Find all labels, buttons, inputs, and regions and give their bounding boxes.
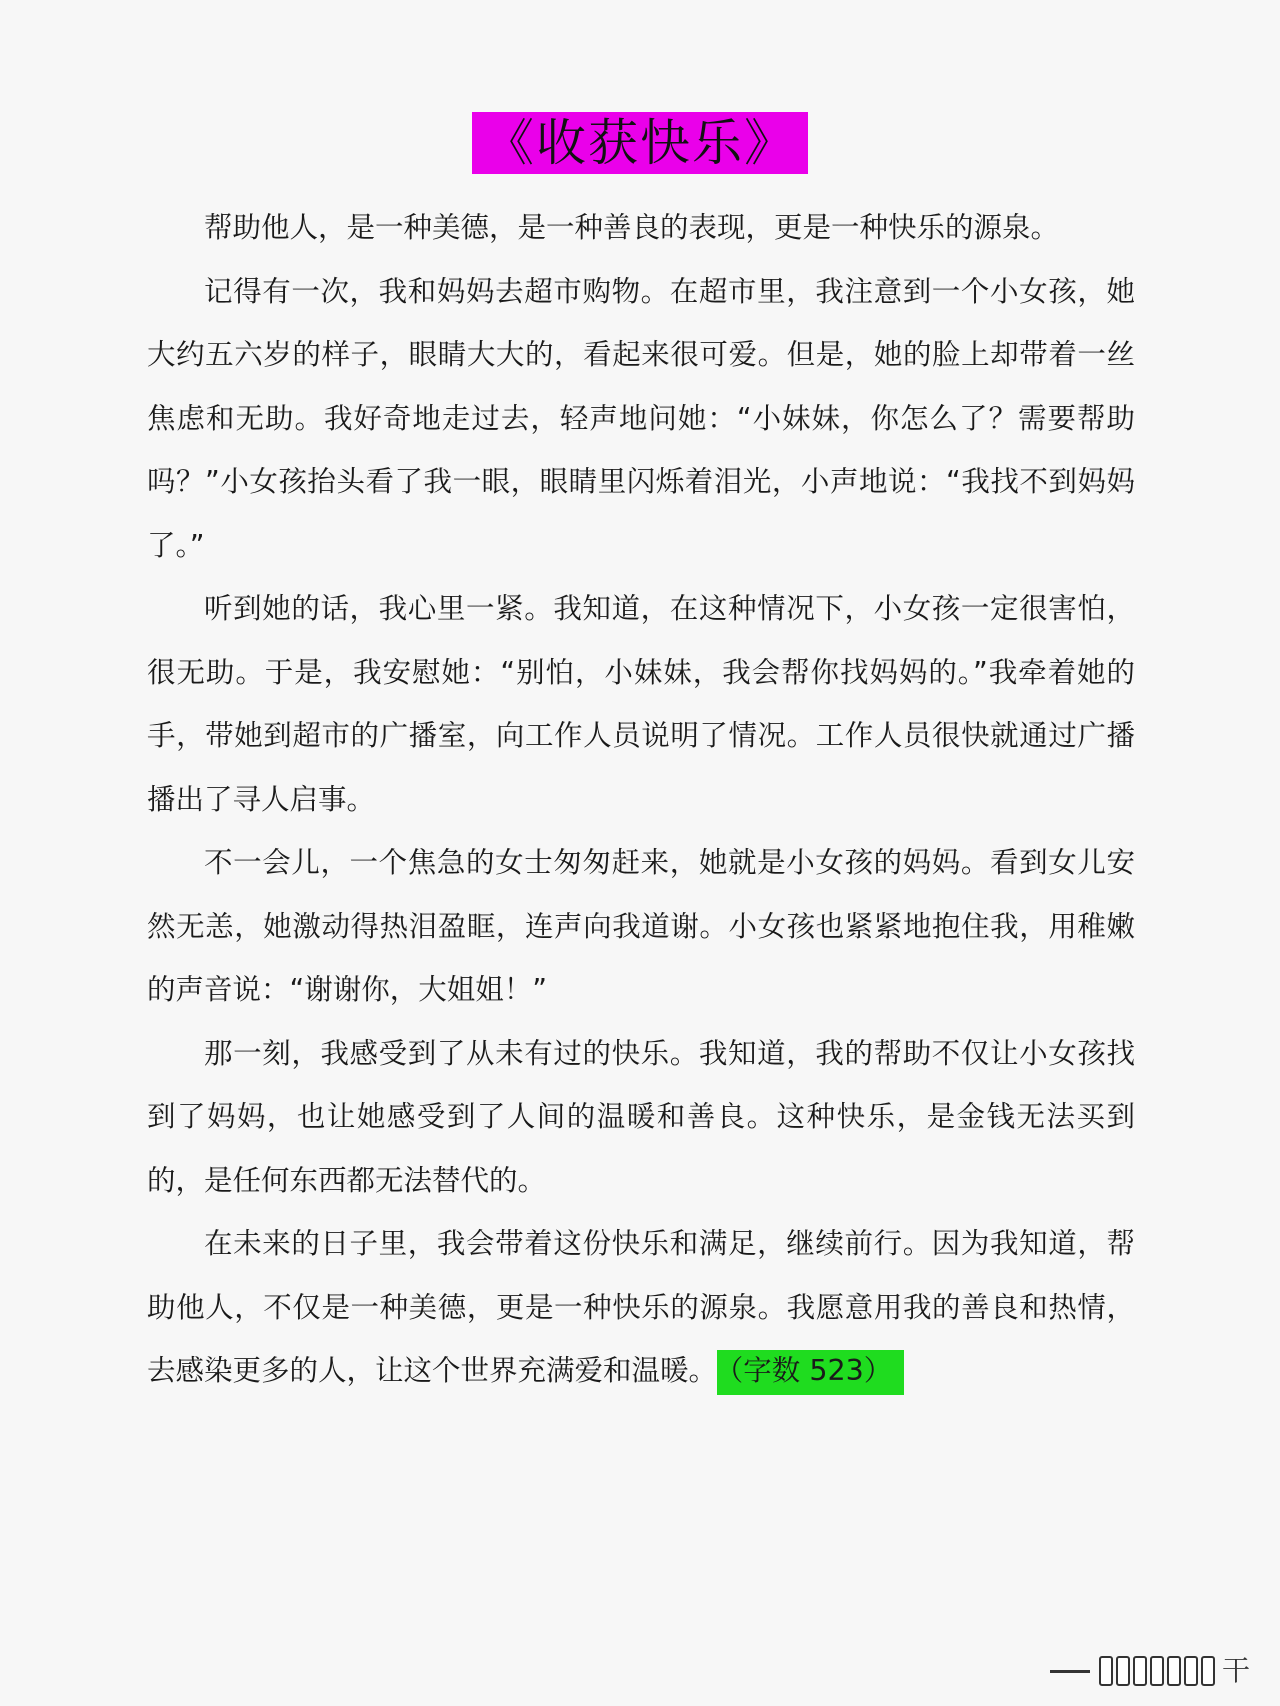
bar-mark [1201,1656,1215,1686]
watermark-logo [1050,1656,1250,1686]
bar-mark [1167,1656,1181,1686]
bar-mark [1150,1656,1164,1686]
bar-mark [1099,1656,1113,1686]
cross-mark: 干 [1221,1654,1250,1687]
paragraph: 不一会儿，一个焦急的女士匆匆赶来，她就是小女孩的妈妈。看到女儿安然无恙，她激动得热泪盈眶，连声向我道谢。小女孩也紧紧地抱住我，用稚嫩的声音说：“谢谢你，大姐姐！” [147,846,1135,1006]
word-count-badge: （字数 523） [717,1350,904,1395]
paragraph: 听到她的话，我心里一紧。我知道，在这种情况下，小女孩一定很害怕，很无助。于是，我安慰她：“别怕，小妹妹，我会帮你找妈妈的。”我牵着她的手，带她到超市的广播室，向工作人员说明了情况。工作人员很快就通过广播播出了寻人启事。 [147,592,1135,816]
document-body [147,196,1135,1403]
last-paragraph [147,1212,1135,1403]
paragraph: 记得有一次，我和妈妈去超市购物。在超市里，我注意到一个小女孩，她大约五六岁的样子，眼睛大大的，看起来很可爱。但是，她的脸上却带着一丝焦虑和无助。我好奇地走过去，轻声地问她：“小妹妹，你怎么了？需要帮助吗？”小女孩抬头看了我一眼，眼睛里闪烁着泪光，小声地说：“我找不到妈妈了。” [147,274,1135,562]
paragraph: 帮助他人，是一种美德，是一种善良的表现，更是一种快乐的源泉。 [204,211,1060,244]
paragraph-text: 在未来的日子里，我会带着这份快乐和满足，继续前行。因为我知道，帮助他人，不仅是一种美德，更是一种快乐的源泉。我愿意用我的善良和热情，去感染更多的人，让这个世界充满爱和温暖。 [147,1227,1135,1387]
paragraph: 那一刻，我感受到了从未有过的快乐。我知道，我的帮助不仅让小女孩找到了妈妈，也让她感受到了人间的温暖和善良。这种快乐，是金钱无法买到的，是任何东西都无法替代的。 [147,1036,1135,1197]
bar-mark [1133,1656,1147,1686]
bar-mark [1184,1656,1198,1686]
title-container [0,112,1280,174]
dash-mark [1050,1670,1090,1673]
bar-mark [1116,1656,1130,1686]
document-title: 《收获快乐》 [472,112,808,174]
